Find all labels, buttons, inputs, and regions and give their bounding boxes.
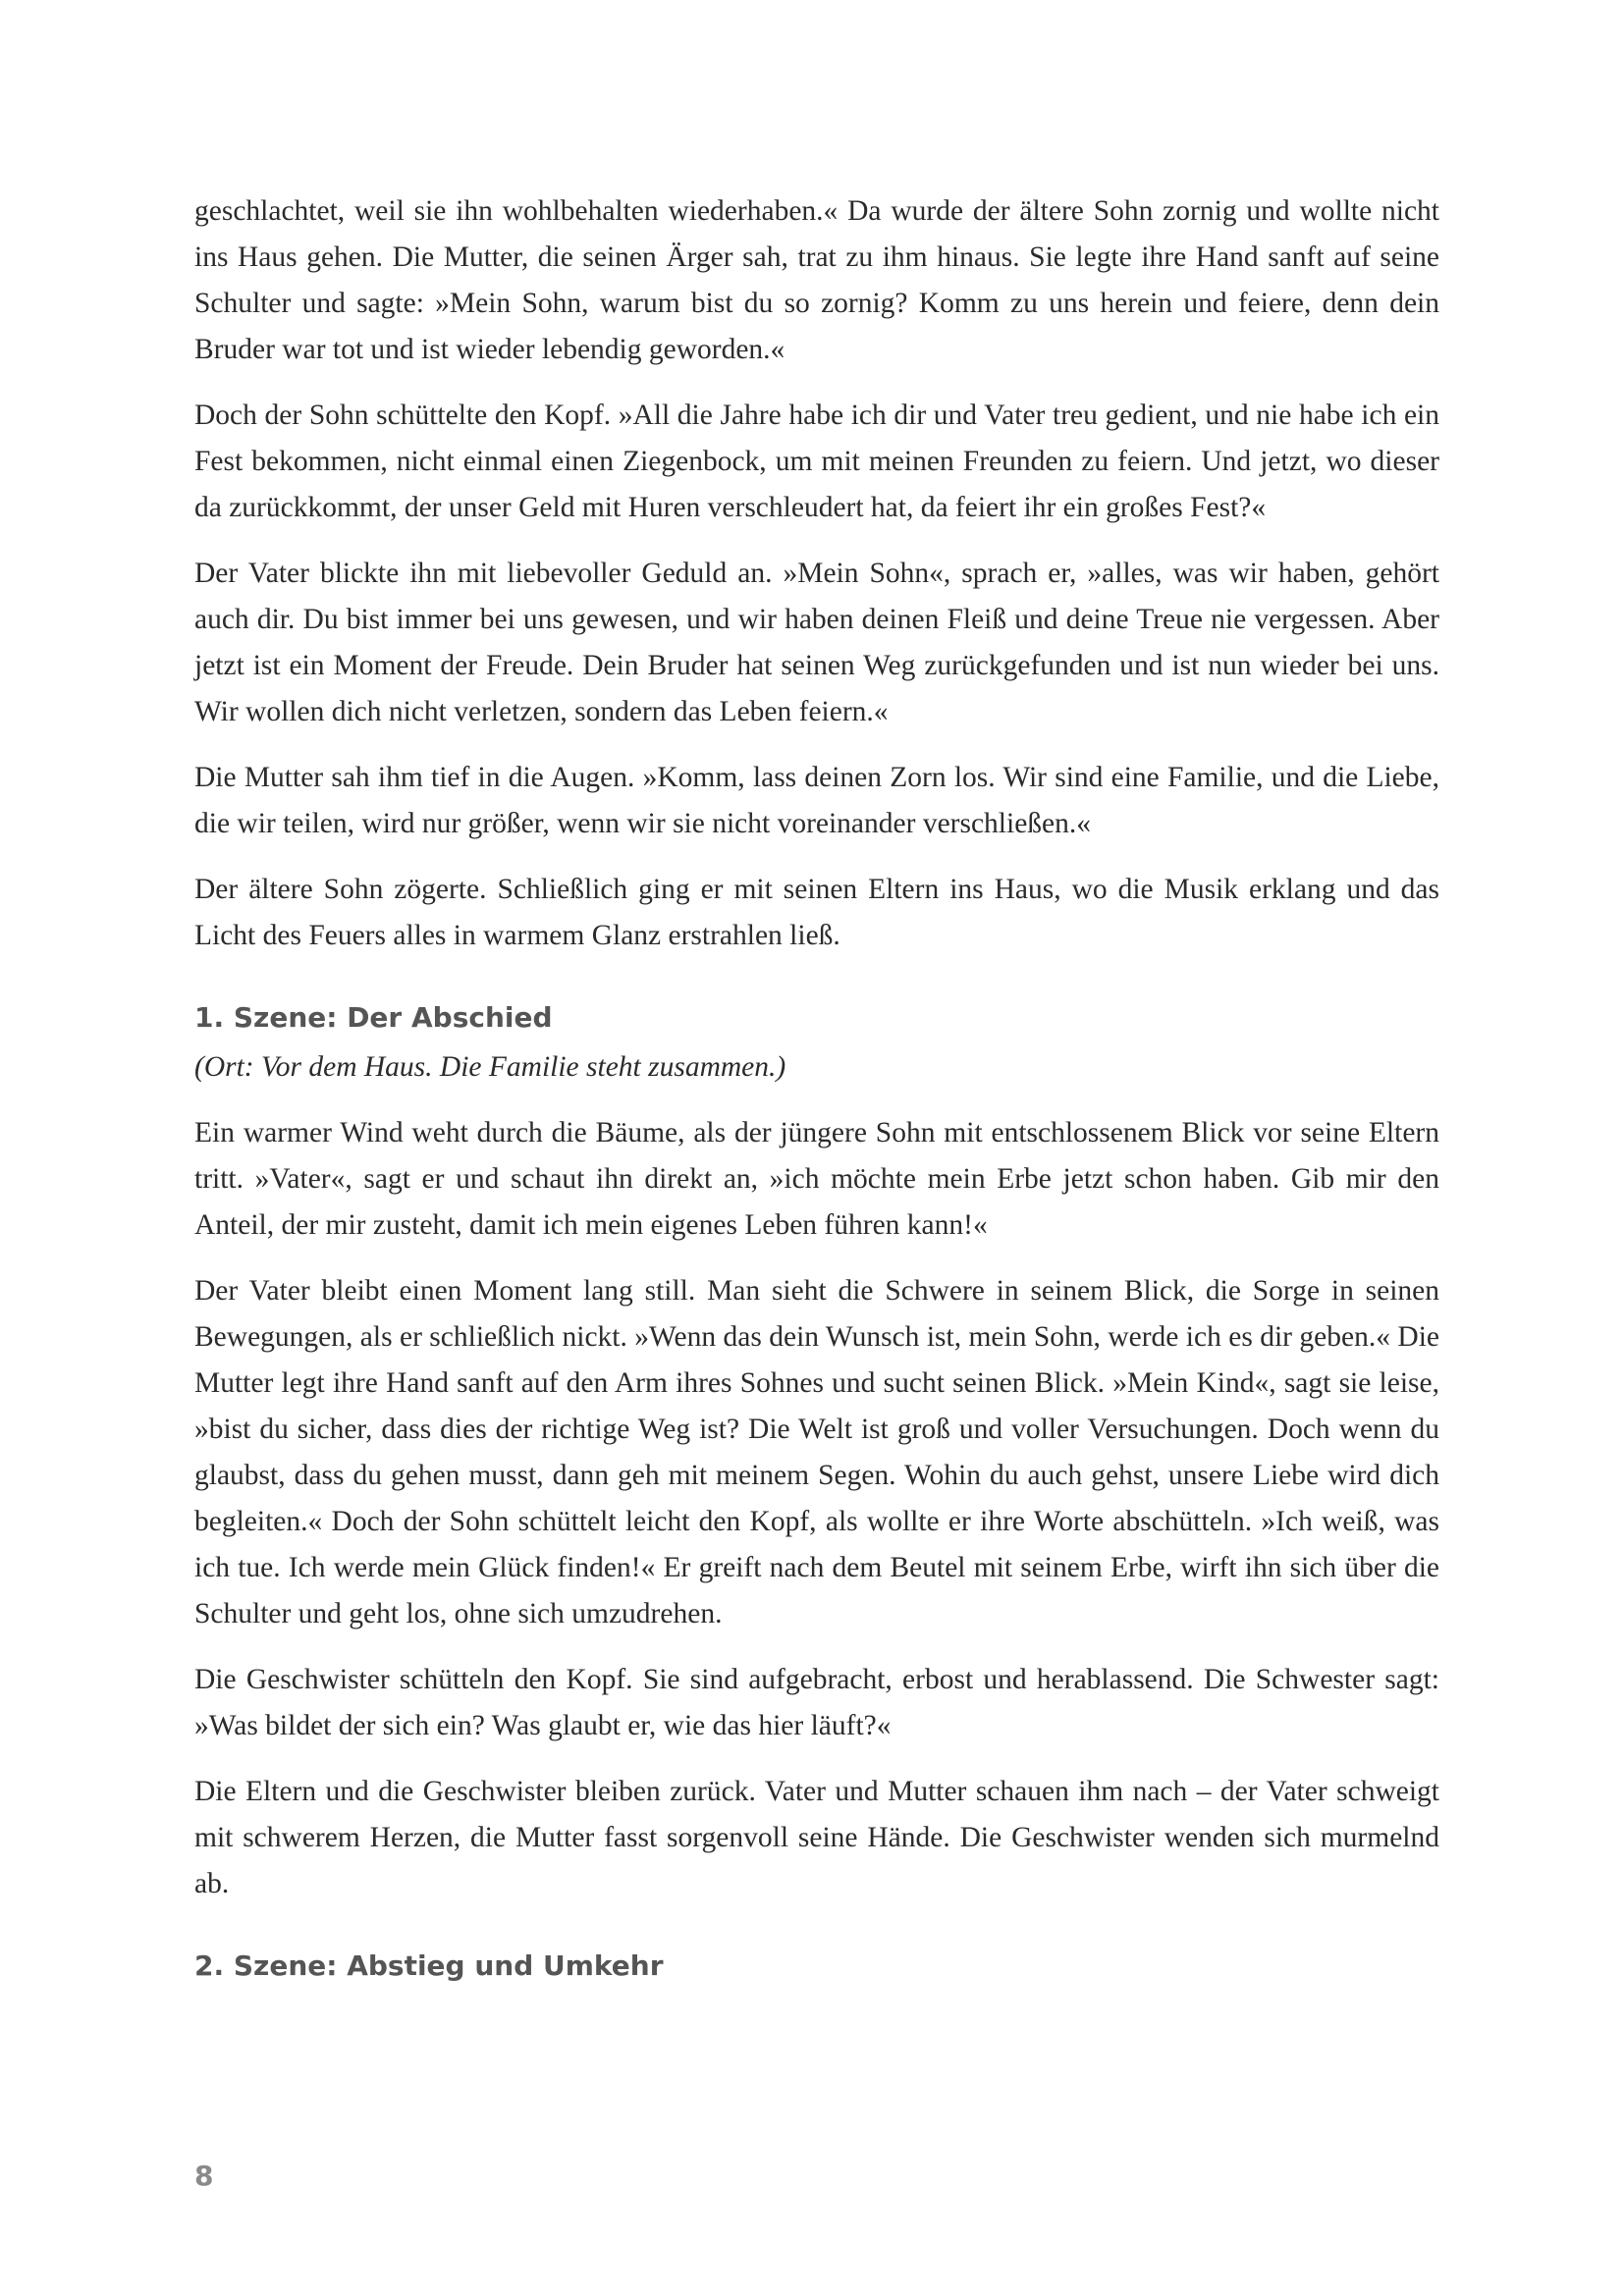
body-paragraph: Der ältere Sohn zögerte. Schließlich ging er mit seinen Eltern ins Haus, wo die Musik erklang und das Licht des Feuers alles in warmem Glanz erstrahlen ließ. xyxy=(194,874,1439,951)
scene-1-heading: 1. Szene: Der Abschied xyxy=(194,1001,553,1034)
body-paragraph: geschlachtet, weil sie ihn wohlbehalten wiederhaben.« Da wurde der ältere Sohn zornig und wollte nicht ins Haus gehen. Die Mutter, die seinen Ärger sah, trat zu ihm hinaus. Sie legte ihre Hand sanft auf seine Schulter und sagte: »Mein Sohn, warum bist du so zornig? Komm zu uns herein und feiere, denn dein Bruder war tot und ist wieder lebendig geworden.« xyxy=(194,195,1439,365)
page-number: 8 xyxy=(194,2160,214,2192)
body-paragraph: Die Mutter sah ihm tief in die Augen. »Komm, lass deinen Zorn los. Wir sind eine Familie, und die Liebe, die wir teilen, wird nur größer, wenn wir sie nicht voreinander verschließen.« xyxy=(194,762,1439,839)
body-paragraph: Die Geschwister schütteln den Kopf. Sie sind aufgebracht, erbost und herablassend. Die Schwester sagt: »Was bildet der sich ein? Was glaubt er, wie das hier läuft?« xyxy=(194,1664,1439,1741)
body-paragraph: Die Eltern und die Geschwister bleiben zurück. Vater und Mutter schauen ihm nach – der Vater schweigt mit schwerem Herzen, die Mutter fasst sorgenvoll seine Hände. Die Geschwister wenden sich murmelnd ab. xyxy=(194,1776,1439,1899)
page-body xyxy=(194,188,1439,1993)
scene-2-heading: 2. Szene: Abstieg und Umkehr xyxy=(194,1949,664,1982)
body-paragraph: Der Vater blickte ihn mit liebevoller Geduld an. »Mein Sohn«, sprach er, »alles, was wir haben, gehört auch dir. Du bist immer bei uns gewesen, und wir haben deinen Fleiß und deine Treue nie vergessen. Aber jetzt ist ein Moment der Freude. Dein Bruder hat seinen Weg zurückgefunden und ist nun wieder bei uns. Wir wollen dich nicht verletzen, sondern das Leben feiern.« xyxy=(194,558,1439,727)
body-paragraph: Der Vater bleibt einen Moment lang still. Man sieht die Schwere in seinem Blick, die Sorge in seinen Bewegungen, als er schließlich nickt. »Wenn das dein Wunsch ist, mein Sohn, werde ich es dir geben.« Die Mutter legt ihre Hand sanft auf den Arm ihres Sohnes und sucht seinen Blick. »Mein Kind«, sagt sie leise, »bist du sicher, dass dies der richtige Weg ist? Die Welt ist groß und voller Versuchungen. Doch wenn du glaubst, dass du gehen musst, dann geh mit meinem Segen. Wohin du auch gehst, unsere Liebe wird dich begleiten.« Doch der Sohn schüttelt leicht den Kopf, als wollte er ihre Worte abschütteln. »Ich weiß, was ich tue. Ich werde mein Glück finden!« Er greift nach dem Beutel mit seinem Erbe, wirft ihn sich über die Schulter und geht los, ohne sich umzudrehen. xyxy=(194,1275,1439,1629)
stage-direction: (Ort: Vor dem Haus. Die Familie steht zusammen.) xyxy=(194,1051,786,1083)
body-paragraph: Doch der Sohn schüttelte den Kopf. »All die Jahre habe ich dir und Vater treu gedient, und nie habe ich ein Fest bekommen, nicht einmal einen Ziegenbock, um mit meinen Freunden zu feiern. Und jetzt, wo dieser da zurückkommt, der unser Geld mit Huren verschleudert hat, da feiert ihr ein großes Fest?« xyxy=(194,400,1439,523)
body-paragraph: Ein warmer Wind weht durch die Bäume, als der jüngere Sohn mit entschlossenem Blick vor seine Eltern tritt. »Vater«, sagt er und schaut ihn direkt an, »ich möchte mein Erbe jetzt schon haben. Gib mir den Anteil, der mir zusteht, damit ich mein eigenes Leben führen kann!« xyxy=(194,1117,1439,1241)
